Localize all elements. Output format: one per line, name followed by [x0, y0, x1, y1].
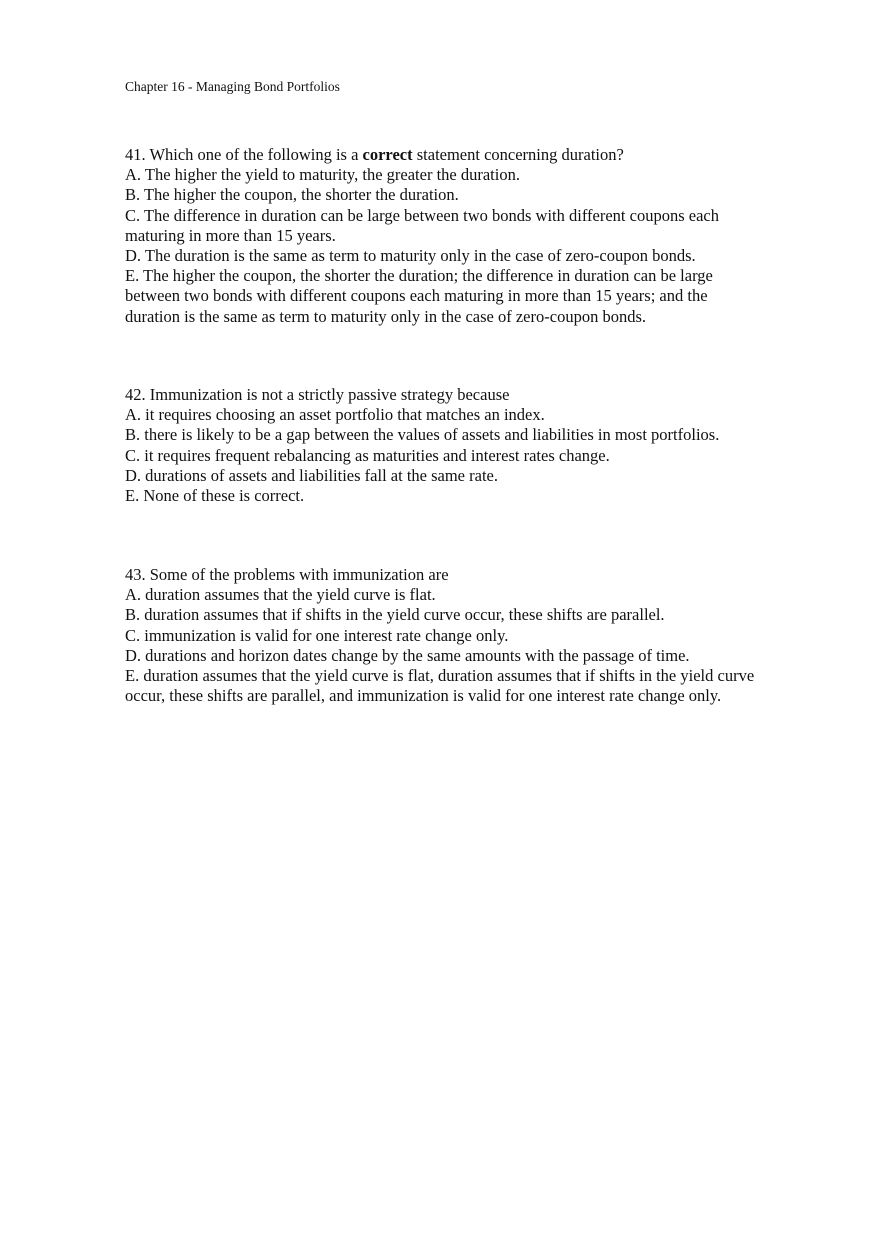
answer-option-a: A. The higher the yield to maturity, the greater the duration. — [125, 165, 520, 185]
answer-option-d: D. durations and horizon dates change by the same amounts with the passage of time. — [125, 645, 690, 665]
question-41 — [125, 145, 765, 327]
answer-option-c: C. immunization is valid for one interest rate change only. — [125, 625, 509, 645]
answer-option-a: A. duration assumes that the yield curve is flat. — [125, 585, 436, 605]
answer-option-b: B. The higher the coupon, the shorter the duration. — [125, 185, 459, 205]
question-stem: 42. Immunization is not a strictly passive strategy because — [125, 385, 510, 404]
answer-option-e: E. duration assumes that the yield curve is flat, duration assumes that if shifts in the yield curve occur, these shifts are parallel, and immunization is valid for one interest rate change only. — [125, 666, 755, 706]
answer-option-e: E. None of these is correct. — [125, 486, 305, 506]
answer-option-b: B. duration assumes that if shifts in the yield curve occur, these shifts are parallel. — [125, 605, 665, 625]
chapter-header: Chapter 16 - Managing Bond Portfolios — [125, 79, 340, 94]
answer-option-d: D. The duration is the same as term to maturity only in the case of zero-coupon bonds. — [125, 246, 696, 266]
question-stem-after: statement concerning duration? — [412, 145, 624, 164]
question-43 — [125, 565, 765, 706]
question-42 — [125, 385, 765, 506]
answer-option-c: C. The difference in duration can be large between two bonds with different coupons each maturing in more than 15 years. — [125, 205, 719, 245]
answer-option-a: A. it requires choosing an asset portfolio that matches an index. — [125, 405, 545, 425]
answer-option-e: E. The higher the coupon, the shorter the duration; the difference in duration can be large between two bonds with different coupons each maturing in more than 15 years; and the duration is the same as term to maturity only in the case of zero-coupon bonds. — [125, 266, 713, 326]
question-stem — [125, 145, 765, 165]
question-stem-emphasis: correct — [362, 145, 413, 164]
question-stem-before: 41. Which one of the following is a — [125, 145, 363, 164]
answer-option-c: C. it requires frequent rebalancing as maturities and interest rates change. — [125, 445, 610, 465]
answer-option-b: B. there is likely to be a gap between the values of assets and liabilities in most portfolios. — [125, 425, 720, 445]
answer-option-d: D. durations of assets and liabilities fall at the same rate. — [125, 465, 498, 485]
question-stem: 43. Some of the problems with immunization are — [125, 565, 449, 584]
